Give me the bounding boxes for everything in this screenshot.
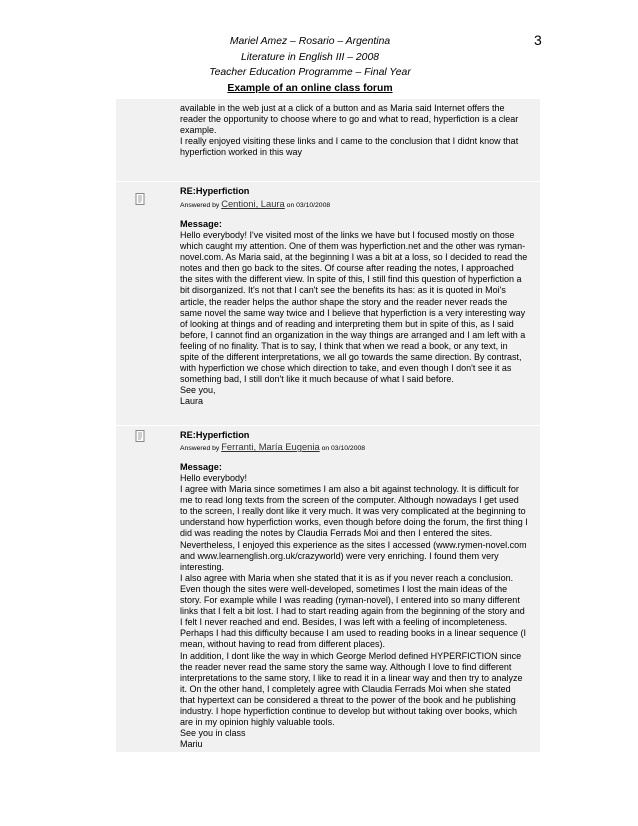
header-author-line: Mariel Amez – Rosario – Argentina — [229, 36, 391, 47]
answered-prefix: Answered by — [180, 445, 220, 452]
header-title: Example of an online class forum — [227, 82, 393, 94]
header-course-line: Literature in English III – 2008 — [240, 51, 380, 63]
page-number: 3 — [534, 32, 542, 48]
document-icon[interactable] — [135, 430, 147, 443]
header-programme-line: Teacher Education Programme – Final Year — [209, 67, 411, 78]
answered-prefix: Answered by — [180, 202, 220, 209]
post-date: on 03/10/2008 — [321, 445, 366, 452]
post-body: Hello everybody! I've visited most of the links we have but I focused mostly on those which caught my attention. One of them was hyperfiction.net and the other was ryman- novel.com. As Maria said, at the beginning I was a bit at a loss, so I decided to read the notes and then go back to the sites. Of course after reading the notes, I approached the sites with the different view. In spite of this, I still find this question of hyperfiction a bit disorganized. It's not that I can't see the benefits its has: as it is quoted in Moi's article, the reader helps the author shape the story and the reader never reads the same novel the same way twice and I believe that hyperfiction is a very interesting way of looking at things and of reading and interpreting them but in spite of this, as I said before, I cannot find an organization in the way things are arranged and I am left with a feeling of no finality. That is to say, I think that when we read a book, or any text, in spite of the different interpretations, we all go towards the same direction. By contrast, with hyperfiction we chose which direction to take, and even though I don't see it as something bad, I still don't like it much because of what I said before. See you, Laura — [180, 230, 528, 407]
post-byline — [180, 198, 330, 209]
message-label: Message: — [180, 219, 222, 229]
post-body: Hello everybody! I agree with Maria since sometimes I am also a bit against technology. It is difficult for me to read long texts from the screen of the computer. Although nowadays I get used to the screen, I really dont like it very much. It was very complicated at the beginning to understand how hyperfiction works, even though before doing the forum, the first thing I did was reading the notes by Claudia Ferrads Moi and then I entered the sites. Nevertheless, I enjoyed this experience as the sites I accessed (www.rymen-novel.com and www.learnenglish.org.uk/crazyworld) were very enriching. I found them very interesting. I also agree with Maria when she stated that it is as if you never reach a conclusion. Even though the sites were well-developed, sometimes I lost the main ideas of the story. For example while I was reading (ryman-novel), I entered into so many different links that I felt a bit lost. I had to start reading again from the beginning of the story and I felt I never reached and end. Besides, I was left with a feeling of incompleteness. Perhaps I had this difficulty because I am used to reading books in a linear sequence (I mean, without having to read from different places). In addition, I dont like the way in which George Merlod defined HYPERFICTION since the reader never read the same story the same way. Although I love to find different interpretations to the same story, I like to read it in a linear way and then try to analyze it. On the other hand, I completely agree with Claudia Ferrads Moi when she stated that hypertext can be considered a threat to the power of the book and he publishing industry. I hope hyperfiction continue to develop but without taking over books, which are in my opinion highly valuable tools. See you in class Mariu — [180, 473, 528, 750]
document-icon[interactable] — [135, 193, 147, 206]
post-body: available in the web just at a click of a button and as Maria said Internet offers the reader the opportunity to choose where to go and what to read, hyperfiction is a clear example. I really enjoyed visiting these links and I came to the conclusion that I didnt know that hyperfiction worked in this way — [180, 103, 519, 158]
post-title: RE:Hyperfiction — [180, 430, 250, 440]
author-link[interactable]: Centioni, Laura — [221, 198, 285, 209]
post-byline — [180, 441, 365, 452]
author-link[interactable]: Ferranti, María Eugenia — [221, 441, 320, 452]
document-header — [0, 34, 620, 96]
message-label: Message: — [180, 462, 222, 472]
post-title: RE:Hyperfiction — [180, 186, 250, 196]
post-date: on 03/10/2008 — [286, 202, 331, 209]
